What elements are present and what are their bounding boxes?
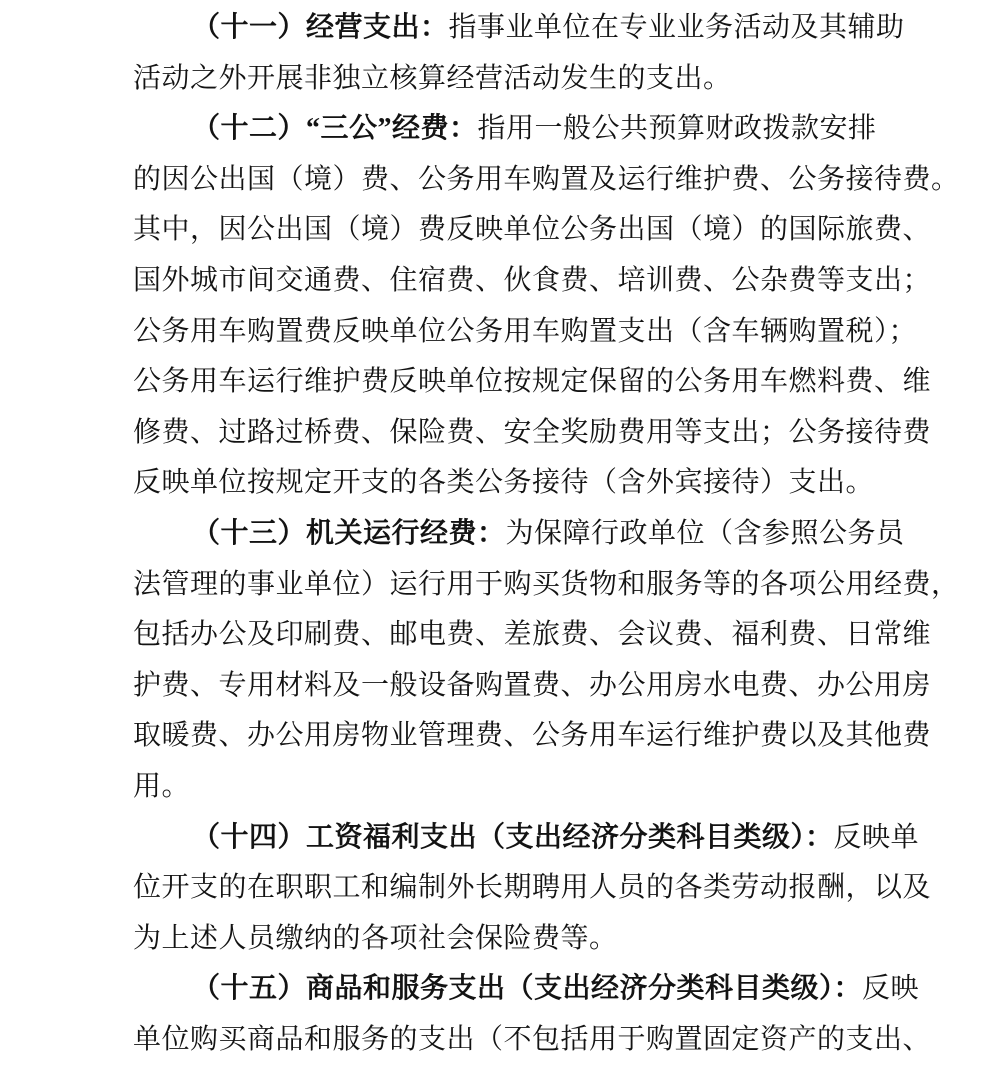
text-run: 活动之外开展非独立核算经营活动发生的支出。 (133, 62, 732, 94)
text-run: 公务用车购置费反映单位公务用车购置支出（含车辆购置税）； (133, 315, 918, 347)
text-line (133, 54, 903, 105)
text-line (133, 813, 920, 864)
text-line (133, 661, 932, 712)
text-run: 法管理的事业单位）运行用于购买货物和服务等的各项公用经费， (133, 568, 960, 600)
text-run: 其中，因公出国（境）费反映单位公务出国（境）的国际旅费、 (133, 214, 932, 246)
text-line (133, 1015, 932, 1065)
heading-run: （十三）机关运行经费： (192, 517, 506, 549)
text-line (133, 408, 932, 459)
text-line (133, 509, 903, 560)
text-line (133, 711, 932, 762)
text-run: 包括办公及印刷费、邮电费、差旅费、会议费、福利费、日常维 (133, 619, 932, 651)
text-run: 位开支的在职职工和编制外长期聘用人员的各类劳动报酬，以及 (133, 872, 932, 904)
text-line (133, 104, 903, 155)
text-run: 指用一般公共预算财政拨款安排 (477, 113, 877, 145)
heading-run: （十五）商品和服务支出（支出经济分类科目类级）： (192, 973, 863, 1005)
text-line (133, 610, 932, 661)
text-line (133, 3, 903, 54)
text-line (133, 155, 960, 206)
text-run: 公务用车运行维护费反映单位按规定保留的公务用车燃料费、维 (133, 366, 932, 398)
text-run: 修费、过路过桥费、保险费、安全奖励费用等支出；公务接待费 (133, 416, 932, 448)
text-run: 护费、专用材料及一般设备购置费、办公用房水电费、办公用房 (133, 669, 932, 701)
text-run: 为上述人员缴纳的各项社会保险费等。 (133, 922, 618, 954)
text-line (133, 205, 932, 256)
text-line (133, 256, 932, 307)
text-run: 指事业单位在专业业务活动及其辅助 (448, 12, 905, 43)
heading-run: （十一）经营支出： (192, 12, 449, 43)
heading-run: （十二）“三公”经费： (192, 113, 478, 145)
text-line (133, 863, 932, 914)
text-run: 用。 (133, 770, 191, 802)
text-run: 反映单位按规定开支的各类公务接待（含外宾接待）支出。 (133, 467, 875, 499)
document-body (133, 3, 960, 1065)
heading-run: （十四）工资福利支出（支出经济分类科目类级）： (192, 821, 834, 853)
text-line (133, 914, 903, 965)
text-line (133, 307, 918, 358)
text-line (133, 560, 960, 611)
text-run: 取暖费、办公用房物业管理费、公务用车运行维护费以及其他费 (133, 720, 932, 752)
text-line (133, 762, 903, 813)
text-run: 单位购买商品和服务的支出（不包括用于购置固定资产的支出、 (133, 1023, 932, 1055)
text-line (133, 357, 932, 408)
text-run: 反映 (862, 973, 920, 1005)
text-run: 的因公出国（境）费、公务用车购置及运行维护费、公务接待费。 (133, 163, 960, 195)
text-line (133, 964, 920, 1015)
text-line (133, 458, 903, 509)
text-run: 为保障行政单位（含参照公务员 (505, 517, 905, 549)
text-run: 国外城市间交通费、住宿费、伙食费、培训费、公杂费等支出； (133, 264, 932, 296)
text-run: 反映单 (833, 821, 920, 853)
